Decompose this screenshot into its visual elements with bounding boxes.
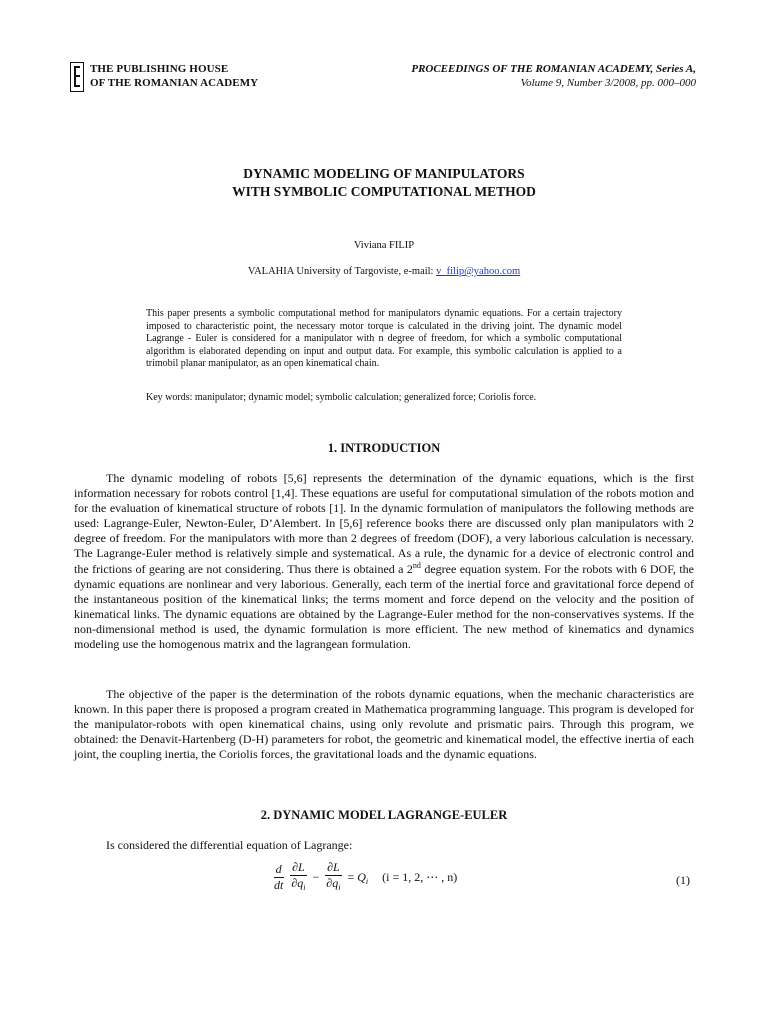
eq-range: (i = 1, 2, ⋯ , n) (382, 870, 458, 884)
eq-dq2-text: ∂q (326, 876, 339, 890)
lagrange-equation (270, 860, 457, 895)
section-heading-introduction: 1. INTRODUCTION (327, 441, 441, 455)
journal-name: PROCEEDINGS OF THE ROMANIAN ACADEMY, Series A, (411, 63, 696, 75)
eq-frac-dl-dqdot (289, 860, 307, 895)
eq-dq1-sub: i (303, 883, 306, 892)
eq-dq1-text: ∂q (291, 876, 304, 890)
intro-p1-text-a: The dynamic modeling of robots [5,6] represents the determination of the dynamic equations, which is the first information necessary for robots control [1,4]. These equations are useful for computational simulation of the robots motion and for the evaluation of kinematical structure of robots [1]. In the dynamic formulation of manipulators the following methods are used: Lagrange-Euler, Newton-Euler, D’Alembert. In [5,6] reference books there are discussed only plan manipulators with 2 degree of freedom. For the manipulators with more than 2 degrees of freedom (DOF), a very laborious calculation is necessary. The Lagrange-Euler method is relatively simple and systematical. As a rule, the dynamic for a device of electronic control and the frictions of gearing are not considering. Thus there is obtained a 2 (74, 471, 694, 576)
publisher-name (90, 62, 258, 90)
eq-dt: dt (274, 878, 284, 892)
intro-p1-text-b: degree equation system. For the robots with 6 DOF, the dynamic equations are nonlinear and very laborious. Generally, each term of the inertial force and gravitational force depend of the instantaneous position of the kinematical links; the terms moment and force depend on the velocity and the position of kinematical links. The dynamic equations are obtained by the Lagrange-Euler method for the non-conservatives systems. If the non-dimensional method is used, the dynamic formulation is more efficient. The new method of kinematics and dynamics modeling use the homogenous matrix and the lagrangean formulation. (74, 561, 695, 652)
eq-frac-dl-dq (324, 860, 342, 895)
title-line-1: DYNAMIC MODELING OF MANIPULATORS (243, 166, 525, 181)
eq-equals: = (347, 870, 355, 884)
affiliation (0, 266, 768, 277)
journal-volume: Volume 9, Number 3/2008, pp. 000–000 (520, 77, 696, 89)
eq-minus: − (312, 870, 320, 884)
journal-block (411, 62, 696, 90)
affiliation-text: VALAHIA University of Targoviste, e-mail: (247, 266, 437, 277)
intro-p2-text: The objective of the paper is the determination of the robots dynamic equations, when the mechanic characteristics are known. In this paper there is proposed a program created in Mathematica programming language. This program is developed for the manipulator-robots with open kinematical chains, using only revolute and prismatic pairs. Through this program, we obtained: the Denavit-Hartenberg (D-H) parameters for robot, the geometric and kinematical model, the effective inertia of each joint, the coupling inertia, the Coriolis forces, the gravitational loads and the dynamic equations. (74, 687, 694, 762)
keywords: Key words: manipulator; dynamic model; symbolic calculation; generalized force; Coriolis force. (146, 392, 537, 403)
publisher-line-1: THE PUBLISHING HOUSE (90, 63, 229, 75)
eq-q-text: Q (357, 869, 366, 884)
eq-dq2-sub: i (338, 883, 341, 892)
paper-title (0, 165, 768, 201)
publisher-line-2: OF THE ROMANIAN ACADEMY (90, 77, 259, 89)
section-heading-lagrange-euler: 2. DYNAMIC MODEL LAGRANGE-EULER (260, 808, 508, 822)
academy-logo-icon (70, 62, 84, 92)
title-line-2: WITH SYMBOLIC COMPUTATIONAL METHOD (232, 184, 536, 199)
eq-d: d (275, 862, 282, 876)
equation-number: (1) (676, 873, 690, 887)
eq-dl2: ∂L (327, 860, 340, 874)
publisher-block (70, 62, 258, 92)
eq-q (357, 870, 368, 886)
author-name: Viviana FILIP (353, 240, 415, 251)
eq-q-sub: i (365, 876, 369, 886)
intro-paragraph-1 (74, 471, 694, 652)
intro-paragraph-2 (74, 687, 694, 762)
eq-dl1: ∂L (292, 860, 305, 874)
author-email-link[interactable]: v_filip@yahoo.com (436, 266, 521, 277)
abstract: This paper presents a symbolic computational method for manipulators dynamic equations. For a certain trajectory imposed to characteristic point, the necessary motor torque is calculated in the driving joint. The dynamic model Lagrange - Euler is considered for a manipulator with n degree of freedom, for which a symbolic computational algorithm is elaborated depending on input and output data. For example, this symbolic calculation is applied to a trimobil planar manipulator, as an open kinematical chain. (146, 308, 622, 370)
eq-frac-d-dt (272, 862, 285, 893)
eq-dq1 (289, 876, 307, 895)
superscript-nd: nd (412, 560, 421, 570)
lagrange-intro-text: Is considered the differential equation of Lagrange: (106, 838, 353, 852)
eq-dq2 (324, 876, 342, 895)
